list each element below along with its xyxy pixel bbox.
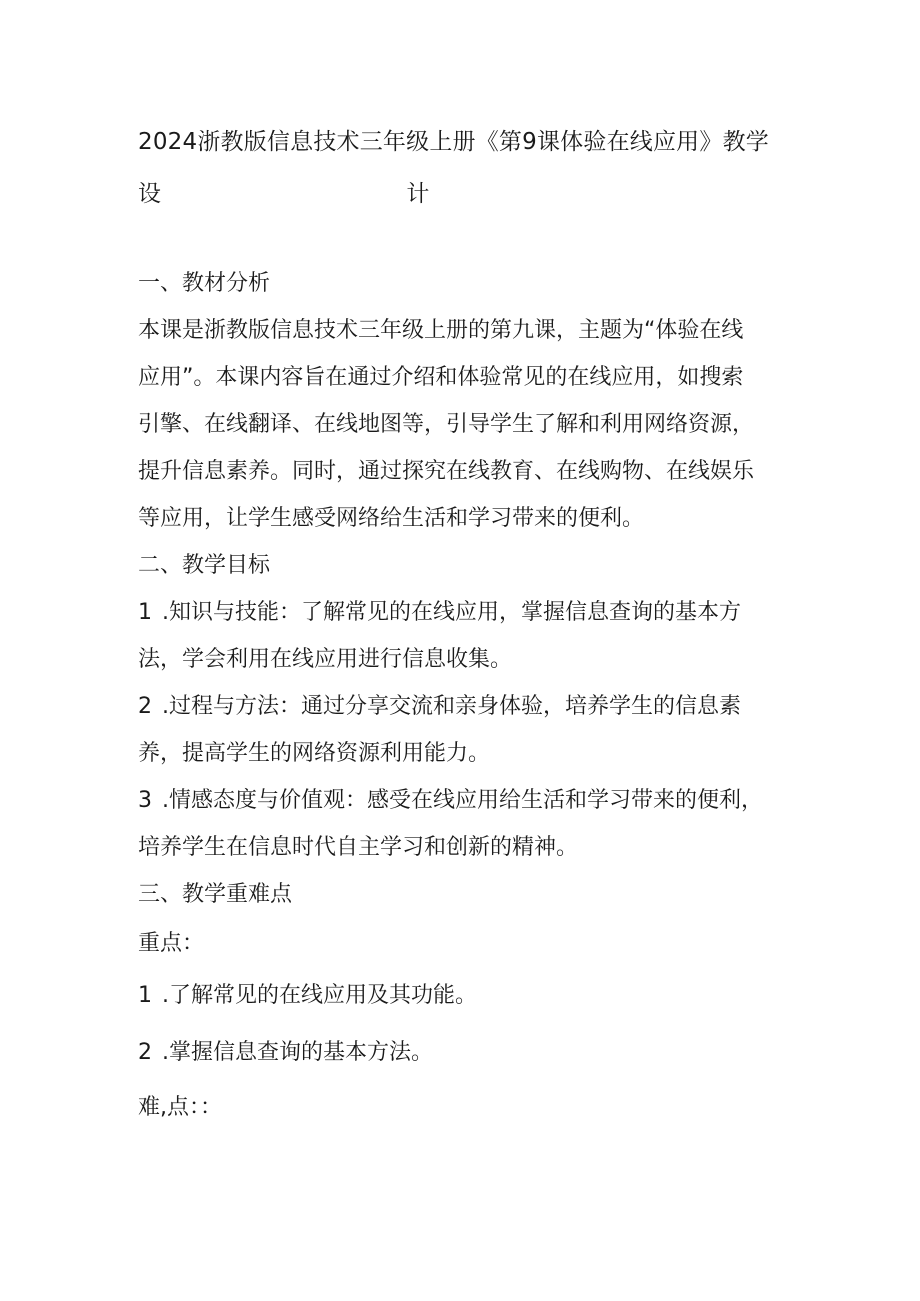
difficult-points-label: 难,点：： [138,1095,222,1120]
paragraph-line: 引擎、在线翻译、在线地图等，引导学生了解和利用网络资源， [138,412,755,437]
key-point-text: .掌握信息查询的基本方法。 [162,1040,433,1065]
section-heading-teaching-goals: 二、教学目标 [138,553,271,578]
document-title [138,116,788,220]
goal-item-3-continued: 培养学生在信息时代自主学习和创新的精神。 [138,835,579,860]
goal-item-1-continued: 法，学会利用在线应用进行信息收集。 [138,647,513,672]
section-heading-textbook-analysis: 一、教材分析 [138,271,271,296]
paragraph-line: 应用”。本课内容旨在通过介绍和体验常见的在线应用，如搜索 [138,365,744,390]
goal-number: 1 [138,600,152,625]
key-point-1 [138,970,788,1022]
goal-number: 2 [138,694,152,719]
section-heading-key-difficult-points: 三、教学重难点 [138,882,293,907]
goal-item-2-continued: 养，提高学生的网络资源利用能力。 [138,741,491,766]
paragraph-line: 本课是浙教版信息技术三年级上册的第九课，主题为“体验在线 [138,318,744,343]
key-point-number: 2 [138,1040,152,1065]
goal-number: 3 [138,788,152,813]
paragraph-line: 提升信息素养。同时，通过探究在线教育、在线购物、在线娱乐 [138,459,755,484]
goal-text: .情感态度与价值观：感受在线应用给生活和学习带来的便利， [162,788,763,813]
title-line-1: 2024浙教版信息技术三年级上册《第9课体验在线应用》教学设 [138,129,769,207]
key-point-text: .了解常见的在线应用及其功能。 [162,983,477,1008]
title-line-2: 计 [406,181,430,207]
goal-item-1 [138,589,788,636]
goal-text: .过程与方法：通过分享交流和亲身体验，培养学生的信息素 [162,694,741,719]
goal-text: .知识与技能：了解常见的在线应用，掌握信息查询的基本方 [162,600,741,625]
key-point-number: 1 [138,983,152,1008]
document-body [138,260,788,1131]
key-point-2 [138,1022,788,1084]
goal-item-3 [138,777,788,824]
paragraph-line: 等应用，让学生感受网络给生活和学习带来的便利。 [138,506,645,531]
key-points-label: 重点： [138,931,205,956]
goal-item-2 [138,683,788,730]
